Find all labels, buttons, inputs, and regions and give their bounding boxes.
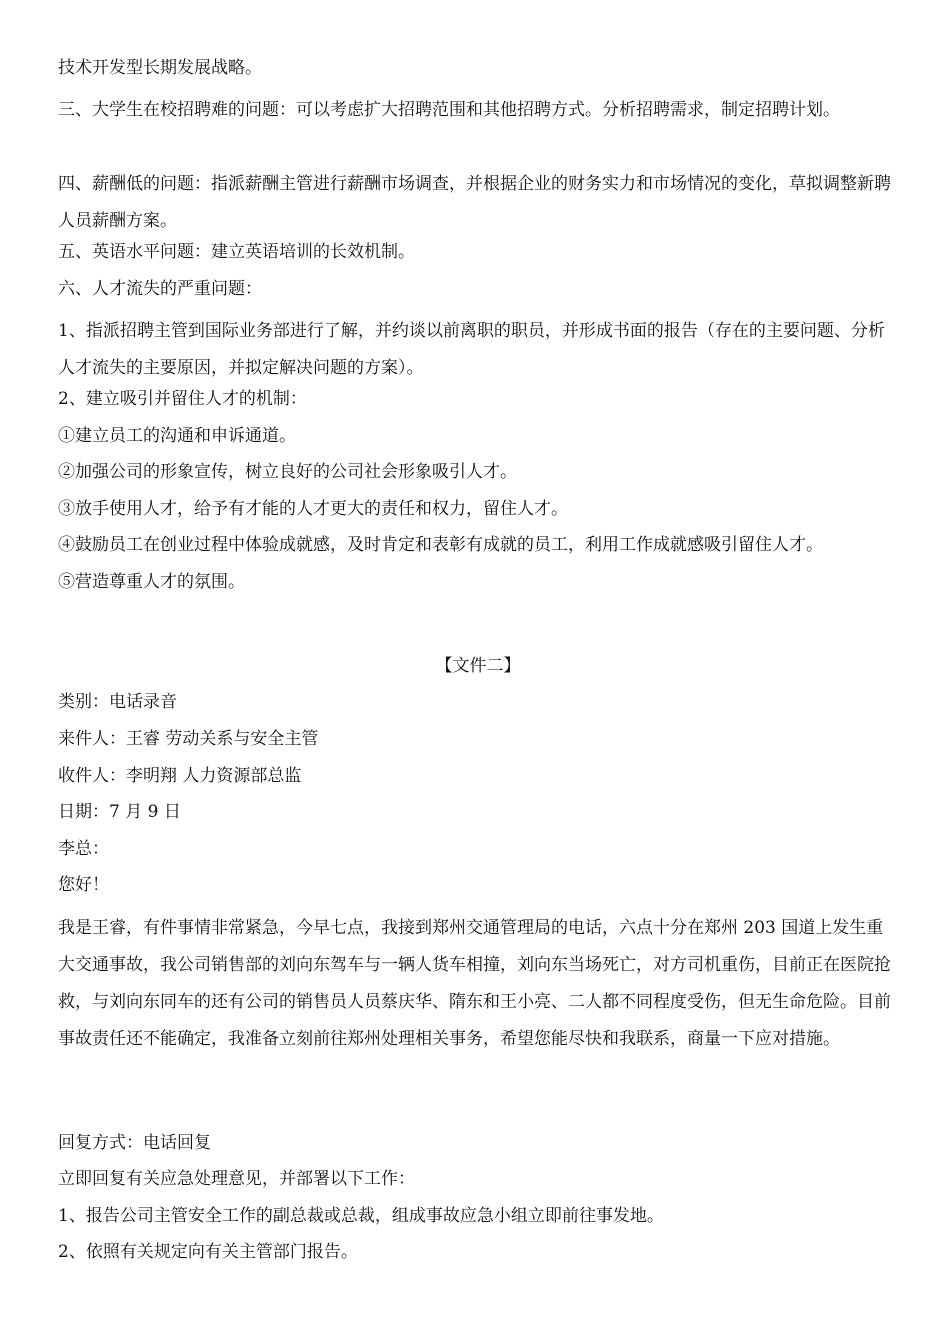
paragraph-point-4: ④鼓励员工在创业过程中体验成就感，及时肯定和表彰有成就的员工，利用工作成就感吸引留住人才。 [58, 535, 823, 555]
file-two-heading: 【文件二】 [435, 656, 521, 676]
paragraph-point-5: ⑤营造尊重人才的氛围。 [58, 572, 245, 592]
paragraph-point-1: ①建立员工的沟通和申诉通道。 [58, 426, 296, 446]
paragraph-point-3: ③放手使用人才，给予有才能的人才更大的责任和权力，留住人才。 [58, 499, 568, 519]
reply-item-2: 2、依照有关规定向有关主管部门报告。 [58, 1242, 358, 1262]
reply-item-1: 1、报告公司主管安全工作的副总裁或总裁，组成事故应急小组立即前往事发地。 [58, 1206, 664, 1226]
file-date: 日期：7 月 9 日 [58, 802, 181, 822]
paragraph-campus-recruiting: 三、大学生在校招聘难的问题：可以考虑扩大招聘范围和其他招聘方式。分析招聘需求，制定招聘计划。 [58, 100, 840, 120]
file-category: 类别：电话录音 [58, 692, 177, 712]
paragraph-item-1: 1、指派招聘主管到国际业务部进行了解，并约谈以前离职的职员，并形成书面的报告（存在的主要问题、分析人才流失的主要原因，并拟定解决问题的方案）。 [58, 321, 885, 378]
paragraph-english: 五、英语水平问题：建立英语培训的长效机制。 [58, 242, 415, 262]
reply-intro: 立即回复有关应急处理意见，并部署以下工作： [58, 1169, 415, 1189]
letter-body: 我是王睿，有件事情非常紧急，今早七点，我接到郑州交通管理局的电话，六点十分在郑州 203 国道上发生重大交通事故，我公司销售部的刘向东驾车与一辆人货车相撞，刘向东当场死亡，对方司机重伤，目前正在医院抢救，与刘向东同车的还有公司的销售员人员蔡庆华、隋东和王小亮、二人都不同程度受伤，但无生命危险。目前事故责任还不能确定，我准备立刻前往郑州处理相关事务，希望您能尽快和我联系，商量一下应对措施。 [58, 918, 891, 1049]
reply-method: 回复方式：电话回复 [58, 1133, 211, 1153]
file-sender: 来件人：王睿 劳动关系与安全主管 [58, 729, 319, 749]
letter-greeting: 您好！ [58, 875, 109, 895]
paragraph-strategy: 技术开发型长期发展战略。 [58, 58, 262, 78]
file-recipient: 收件人：李明翔 人力资源部总监 [58, 766, 302, 786]
paragraph-item-2: 2、建立吸引并留住人才的机制： [58, 389, 307, 409]
paragraph-point-2: ②加强公司的形象宣传，树立良好的公司社会形象吸引人才。 [58, 462, 517, 482]
letter-salutation: 李总： [58, 839, 109, 859]
paragraph-talent-loss: 六、人才流失的严重问题： [58, 279, 262, 299]
paragraph-salary: 四、薪酬低的问题：指派薪酬主管进行薪酬市场调查，并根据企业的财务实力和市场情况的变化，草拟调整新聘人员薪酬方案。 [58, 174, 891, 231]
